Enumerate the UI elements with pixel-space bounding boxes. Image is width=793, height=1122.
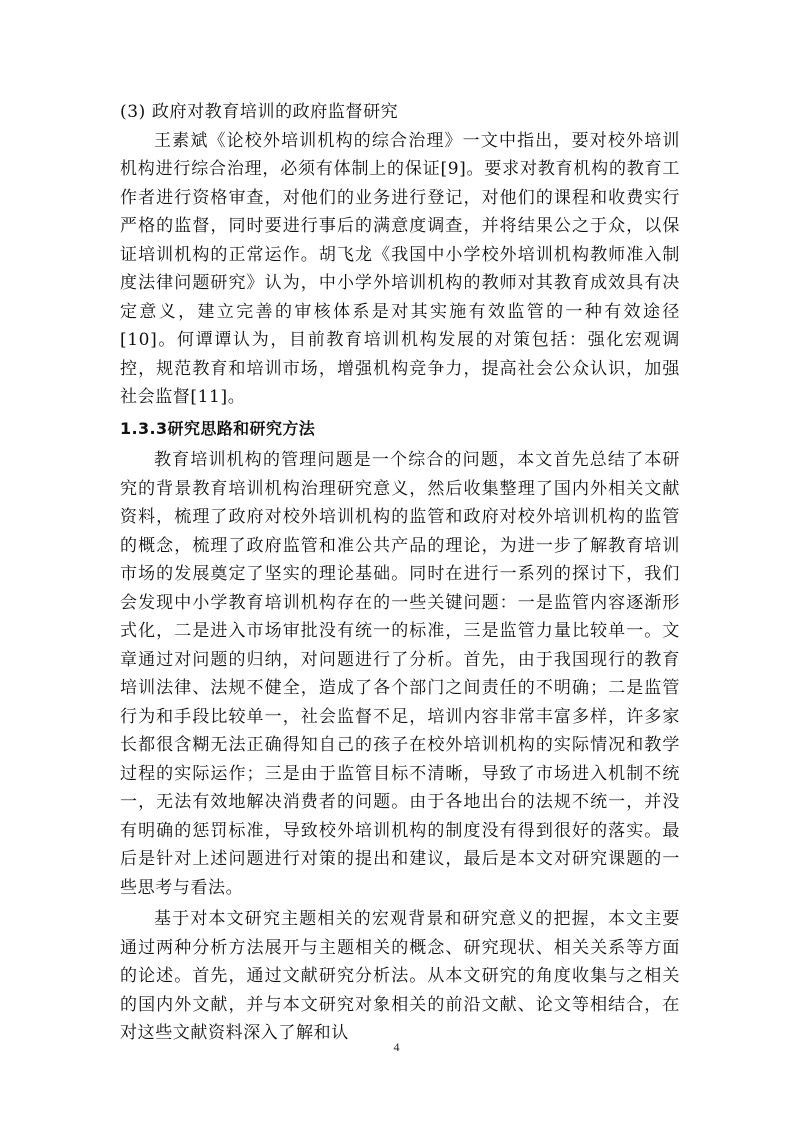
paragraph-government-supervision: 王素斌《论校外培训机构的综合治理》一文中指出，要对校外培训机构进行综合治理，必须有体制上的保证[9]。要求对教育机构的教育工作者进行资格审查，对他们的业务进行登记，对他们的课程和收费实行严格的监督，同时要进行事后的满意度调查，并将结果公之于众，以保证培训机构的正常运作。胡飞龙《我国中小学校外培训机构教师准入制度法律问题研究》认为，中小学外培训机构的教师对其教育成效具有决定意义，建立完善的审核体系是对其实施有效监管的一种有效途径[10]。何谭谭认为，目前教育培训机构发展的对策包括：强化宏观调控，规范教育和培训市场，增强机构竞争力，提高社会公众认识，加强社会监督[11]。 (120, 130, 680, 407)
page-number: 4 (393, 1040, 400, 1054)
paragraph-research-approach: 教育培训机构的管理问题是一个综合的问题，本文首先总结了本研究的背景教育培训机构治理研究意义，然后收集整理了国内外相关文献资料，梳理了政府对校外培训机构的监管和政府对校外培训机构的监管的概念，梳理了政府监管和准公共产品的理论，为进一步了解教育培训市场的发展奠定了坚实的理论基础。同时在进行一系列的探讨下，我们会发现中小学教育培训机构存在的一些关键问题：一是监管内容逐渐形式化，二是进入市场审批没有统一的标准，三是监管力量比较单一。文章通过对问题的归纳，对问题进行了分析。首先，由于我国现行的教育培训法律、法规不健全，造成了各个部门之间责任的不明确；二是监管行为和手段比较单一，社会监督不足，培训内容非常丰富多样，许多家长都很含糊无法正确得知自己的孩子在校外培训机构的实际情况和教学过程的实际运作；三是由于监管目标不清晰，导致了市场进入机制不统一，无法有效地解决消费者的问题。由于各地出台的法规不统一，并没有明确的惩罚标准，导致校外培训机构的制度没有得到很好的落实。最后是针对上述问题进行对策的提出和建议，最后是本文对研究课题的一些思考与看法。 (120, 450, 680, 898)
page-body (120, 98, 680, 1048)
section-heading: 1.3.3研究思路和研究方法 (120, 418, 316, 438)
paragraph-research-methods: 基于对本文研究主题相关的宏观背景和研究意义的把握，本文主要通过两种分析方法展开与主题相关的概念、研究现状、相关关系等方面的论述。首先，通过文献研究分析法。从本文研究的角度收集与之相关的国内外文献，并与本文研究对象相关的前沿文献、论文等相结合，在对这些文献资料深入了解和认 (120, 909, 680, 1043)
subsection-heading: (3) 政府对教育培训的政府监督研究 (120, 102, 399, 122)
